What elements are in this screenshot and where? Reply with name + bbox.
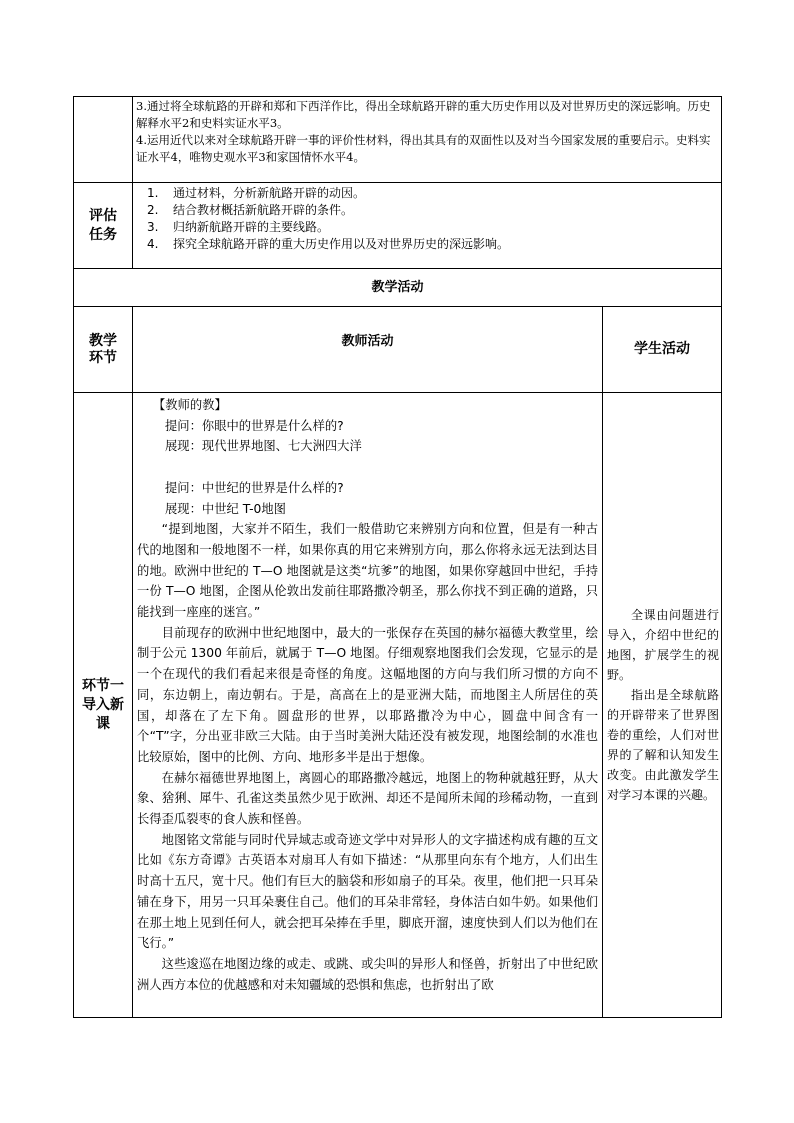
assessment-item-number: 3. (147, 220, 159, 234)
assessment-item-text: 探究全球航路开辟的重大历史作用以及对世界历史的深远影响。 (173, 237, 510, 251)
column-header-student: 学生活动 (603, 307, 722, 393)
objective-3: 3.通过将全球航路的开辟和郑和下西洋作比，得出全球航路开辟的重大历史作用以及对世界历史的深远影响。历史解释水平2和史料实证水平3。 (136, 99, 711, 130)
assessment-item-number: 2. (147, 203, 159, 217)
assessment-item (147, 185, 717, 202)
question-2: 提问：中世纪的世界是什么样的? (165, 480, 344, 495)
assessment-item (147, 202, 717, 219)
assessment-item-text: 归纳新航路开辟的主要线路。 (173, 220, 330, 234)
teacher-paragraph: 这些逡巡在地图边缘的或走、或跳、或尖叫的异形人和怪兽，折射出了中世纪欧洲人西方本位的优越感和对未知疆域的恐惧和焦虑，也折射出了欧 (137, 956, 598, 992)
activities-heading-row (74, 269, 722, 307)
assessment-item (147, 236, 717, 253)
teacher-paragraph: 目前现存的欧洲中世纪地图中，最大的一张保存在英国的赫尔福德大教堂里，绘制于公元 1300 年前后，就属于 T—O 地图。仔细观察地图我们会发现，它显示的是一个在现代的我们看起来很是奇怪的角度。这幅地图的方向与我们所习惯的方向不同，东边朝上，南边朝右。于是，高高在上的是亚洲大陆，而地图主人所居住的英国，却落在了左下角。圆盘形的世界，以耶路撒冷为中心，圆盘中间含有一个“T”字，分出亚非欧三大陆。由于当时美洲大陆还没有被发现，地图绘制的水准也比较原始，图中的比例、方向、地形多半是出于想像。 (137, 625, 598, 764)
teacher-paragraph: “提到地图，大家并不陌生，我们一般借助它来辨别方向和位置，但是有一种古代的地图和一般地图不一样，如果你真的用它来辨别方向，那么你将永远无法到达目的地。欧洲中世纪的 T—O 地图就是这类“坑爹”的地图，如果你穿越回中世纪，手持一份 T—O 地图，企图从伦敦出发前往耶路撒冷朝圣，那么你找不到正确的道路，只能找到一座座的迷宫。” (137, 522, 598, 620)
activities-header-row (74, 307, 722, 393)
assessment-label: 评估任务 (74, 183, 133, 269)
assessment-item-text: 通过材料，分析新航路开辟的动因。 (173, 186, 366, 200)
assessment-item (147, 219, 717, 236)
assessment-row (74, 183, 722, 269)
assessment-item-number: 1. (147, 186, 159, 200)
objectives-row (74, 97, 722, 183)
objectives-cell (133, 97, 722, 183)
stage-1-label: 环节一导入新课 (74, 393, 133, 1018)
spacer (137, 457, 598, 478)
student-paragraph: 全课由问题进行导入，介绍中世纪的地图，扩展学生的视野。 (607, 608, 720, 682)
teacher-paragraph: 地图铭文常能与同时代异域志或奇迹文学中对异形人的文字描述构成有趣的互文比如《东方奇谭》古英语本对扇耳人有如下描述：“从那里向东有个地方，人们出生时高十五尺，宽十尺。他们有巨大的脑袋和形如扇子的耳朵。夜里，他们把一只耳朵铺在身下，用另一只耳朵裹住自己。他们的耳朵非常轻，身体洁白如牛奶。如果他们在那土地上见到任何人，就会把耳朵捧在手里，脚底开溜，速度快到人们以为他们在飞行。” (137, 832, 598, 951)
teacher-section-heading: 【教师的教】 (153, 398, 227, 412)
assessment-cell (133, 183, 722, 269)
display-1: 展现：现代世界地图、七大洲四大洋 (165, 439, 362, 454)
column-header-stage: 教学环节 (74, 307, 133, 393)
activities-title: 教学活动 (74, 269, 722, 307)
lesson-plan-table (73, 96, 722, 1018)
stage-1-row (74, 393, 722, 1018)
teacher-paragraph: 在赫尔福德世界地图上，离圆心的耶路撒冷越远，地图上的物种就越狂野，从大象、猞猁、犀牛、孔雀这类虽然少见于欧洲、却还不是闻所未闻的珍稀动物，一直到长得歪瓜裂枣的食人族和怪兽。 (137, 770, 598, 827)
assessment-item-text: 结合教材概括新航路开辟的条件。 (173, 203, 354, 217)
stage-1-student-activity (603, 393, 722, 1018)
column-header-teacher: 教师活动 (133, 307, 603, 393)
stage-1-teacher-activity (133, 393, 603, 1018)
display-2: 展现：中世纪 T-0地图 (165, 501, 286, 516)
objective-4: 4.运用近代以来对全球航路开辟一事的评价性材料，得出其具有的双面性以及对当今国家发展的重要启示。史料实证水平4，唯物史观水平3和家国情怀水平4。 (136, 133, 711, 164)
assessment-item-number: 4. (147, 237, 159, 251)
question-1: 提问：你眼中的世界是什么样的? (165, 418, 344, 433)
objectives-label-cell (74, 97, 133, 183)
student-paragraph: 指出是全球航路的开辟带来了世界图卷的重绘，人们对世界的了解和认知发生改变。由此激发学生对学习本课的兴趣。 (607, 688, 720, 802)
